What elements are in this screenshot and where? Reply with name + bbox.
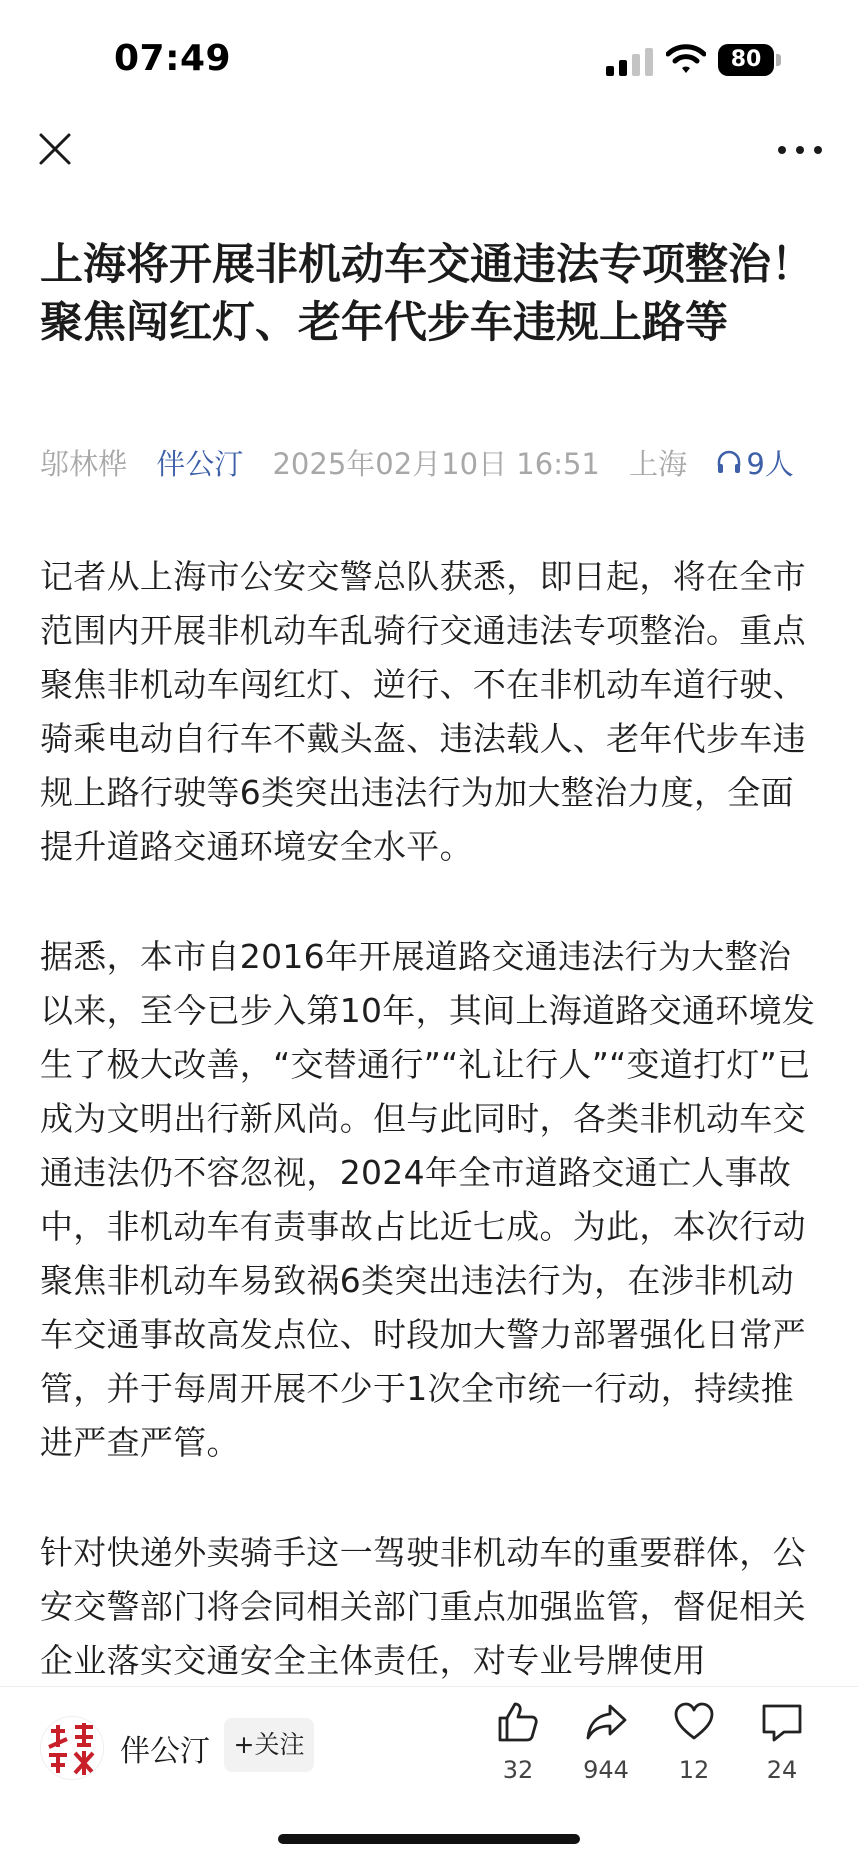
cellular-signal-icon: [606, 46, 654, 76]
listener-count: 9人: [746, 447, 794, 481]
thumbs-up-icon: [496, 1700, 540, 1744]
nav-bar: [0, 120, 858, 190]
battery-icon: 80: [718, 44, 774, 76]
headphones-icon: [716, 449, 742, 475]
account-logo: [41, 1717, 103, 1779]
like-count: 32: [502, 1756, 534, 1784]
comment-button[interactable]: [742, 1700, 822, 1784]
article-paragraph: 记者从上海市公安交警总队获悉，即日起，将在全市范围内开展非机动车乱骑行交通违法专项整治。重点聚焦非机动车闯红灯、逆行、不在非机动车道行驶、骑乘电动自行车不戴头盔、违法载人、老年代步车违规上路行驶等6类突出违法行为加大整治力度，全面提升道路交通环境安全水平。: [40, 557, 806, 866]
status-time: 07:49: [114, 38, 232, 79]
like-button[interactable]: [478, 1700, 558, 1784]
article-paragraph: 据悉，本市自2016年开展道路交通违法行为大整治以来，至今已步入第10年，其间上海道路交通环境发生了极大改善，“交替通行”“礼让行人”“变道打灯”已成为文明出行新风尚。但与此同时，各类非机动车交通违法仍不容忽视，2024年全市道路交通亡人事故中，非机动车有责事故占比近七成。为此，本次行动聚焦非机动车易致祸6类突出违法行为，在涉非机动车交通事故高发点位、时段加大警力部署强化日常严管，并于每周开展不少于1次全市统一行动，持续推进严查严管。: [40, 937, 816, 1462]
article-title: 上海将开展非机动车交通违法专项整治！聚焦闯红灯、老年代步车违规上路等: [40, 240, 814, 348]
article-location: 上海: [629, 447, 688, 481]
status-bar: [0, 0, 858, 120]
account-avatar[interactable]: [40, 1716, 104, 1780]
heart-icon: [672, 1700, 716, 1744]
follow-button[interactable]: +关注: [224, 1718, 314, 1772]
article-source-link[interactable]: 伴公汀: [156, 447, 244, 481]
favorite-count: 12: [678, 1756, 710, 1784]
article-paragraph: 针对快递外卖骑手这一驾驶非机动车的重要群体，公安交警部门将会同相关部门重点加强监管，督促相关企业落实交通安全主体责任，对专业号牌使用: [40, 1533, 806, 1680]
more-horizontal-icon[interactable]: [776, 140, 824, 160]
account-name[interactable]: 伴公汀: [120, 1734, 210, 1769]
article-date: 2025年02月10日 16:51: [272, 447, 600, 481]
listen-button[interactable]: [716, 442, 793, 483]
share-icon: [584, 1700, 628, 1744]
battery-cap: [776, 54, 781, 66]
home-indicator[interactable]: [278, 1834, 580, 1844]
wifi-icon: [666, 42, 706, 76]
article-body: [40, 550, 824, 1744]
share-count: 944: [583, 1756, 629, 1784]
share-button[interactable]: [566, 1700, 646, 1784]
article-author: 邬林桦: [40, 447, 128, 481]
article-meta: [40, 442, 794, 482]
favorite-button[interactable]: [654, 1700, 734, 1784]
comment-icon: [760, 1700, 804, 1744]
comment-count: 24: [766, 1756, 798, 1784]
close-icon[interactable]: [36, 130, 74, 168]
